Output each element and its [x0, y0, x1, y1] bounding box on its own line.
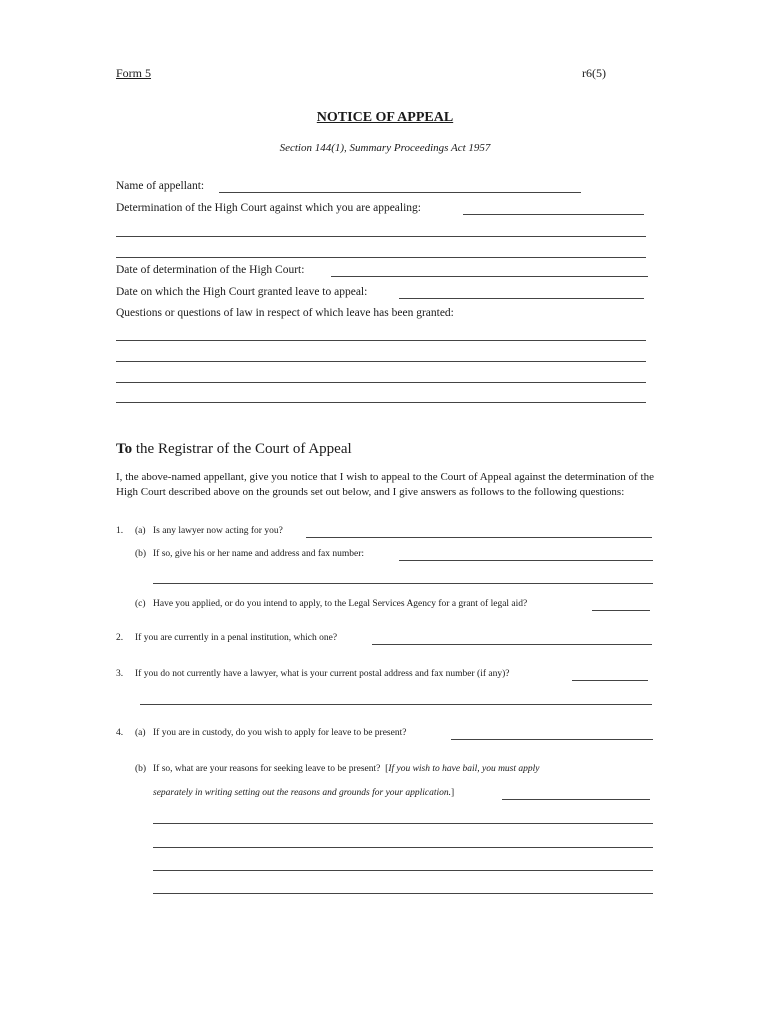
q3-answer-line-2[interactable] — [140, 704, 652, 705]
registrar-heading-rest: the Registrar of the Court of Appeal — [132, 441, 352, 457]
q4a-text: If you are in custody, do you wish to apply for leave to be present? — [153, 728, 407, 738]
q1-number: 1. — [116, 526, 124, 536]
q2-answer-blank[interactable] — [372, 644, 652, 645]
name-of-appellant-blank[interactable] — [219, 192, 581, 193]
q4b-answer-line-4[interactable] — [153, 870, 653, 871]
q3-answer-blank[interactable] — [572, 680, 648, 681]
q2-text: If you are currently in a penal institution, which one? — [135, 633, 338, 643]
q1b-answer-line-2[interactable] — [153, 583, 653, 584]
q1c-text: Have you applied, or do you intend to apply, to the Legal Services Agency for a grant of legal aid? — [153, 599, 528, 609]
page-title: NOTICE OF APPEAL — [316, 110, 454, 125]
q3-number: 3. — [116, 669, 124, 679]
q1b-label: (b) — [135, 549, 147, 559]
intro-paragraph: I, the above-named appellant, give you notice that I wish to appeal to the Court of Appeal against the determination of the High Court described above on the grounds set out below, and I give answers as follows to the following questions: — [116, 471, 654, 498]
date-of-determination-label: Date of determination of the High Court: — [116, 264, 305, 276]
q4a-answer-blank[interactable] — [451, 739, 653, 740]
questions-of-law-label: Questions or questions of law in respect of which leave has been granted: — [116, 307, 454, 319]
q4b-note-continued — [153, 788, 454, 798]
q1a-answer-blank[interactable] — [306, 537, 652, 538]
q1a-label: (a) — [135, 526, 146, 536]
questions-of-law-line-3[interactable] — [116, 382, 646, 383]
determination-line-3[interactable] — [116, 257, 646, 258]
q4b-text — [153, 764, 540, 774]
q4a-label: (a) — [135, 728, 146, 738]
date-leave-granted-blank[interactable] — [399, 298, 644, 299]
q4b-note-line-2: separately in writing setting out the reasons and grounds for your application. — [153, 788, 452, 798]
form-label: Form 5 — [116, 66, 152, 80]
date-of-determination-blank[interactable] — [331, 276, 648, 277]
q4b-answer-line-3[interactable] — [153, 847, 653, 848]
q2-number: 2. — [116, 633, 124, 643]
name-of-appellant-label: Name of appellant: — [116, 180, 205, 192]
q1a-text: Is any lawyer now acting for you? — [153, 526, 283, 536]
q4b-note-close: ] — [451, 788, 455, 798]
q4b-label: (b) — [135, 764, 147, 774]
q1b-answer-blank[interactable] — [399, 560, 653, 561]
page-subtitle: Section 144(1), Summary Proceedings Act 1957 — [279, 142, 491, 154]
registrar-heading — [116, 441, 352, 458]
date-leave-granted-label: Date on which the High Court granted leave to appeal: — [116, 286, 368, 298]
q1c-label: (c) — [135, 599, 146, 609]
q4b-question: If so, what are your reasons for seeking leave to be present? — [153, 764, 381, 774]
q4b-answer-line-5[interactable] — [153, 893, 653, 894]
determination-label: Determination of the High Court against which you are appealing: — [116, 202, 421, 214]
q1b-text: If so, give his or her name and address and fax number: — [153, 549, 365, 559]
q4b-answer-blank[interactable] — [502, 799, 650, 800]
q3-text: If you do not currently have a lawyer, what is your current postal address and fax number (if any)? — [135, 669, 510, 679]
q4b-note-line-1: If you wish to have bail, you must apply — [388, 764, 540, 774]
determination-blank[interactable] — [463, 214, 644, 215]
questions-of-law-line-1[interactable] — [116, 340, 646, 341]
q4b-note-open: [ — [385, 764, 389, 774]
determination-line-2[interactable] — [116, 236, 646, 237]
q1c-answer-blank[interactable] — [592, 610, 650, 611]
questions-of-law-line-4[interactable] — [116, 402, 646, 403]
registrar-heading-to: To — [116, 441, 133, 457]
q4-number: 4. — [116, 728, 124, 738]
q4b-answer-line-2[interactable] — [153, 823, 653, 824]
rule-reference: r6(5) — [582, 66, 606, 80]
questions-of-law-line-2[interactable] — [116, 361, 646, 362]
